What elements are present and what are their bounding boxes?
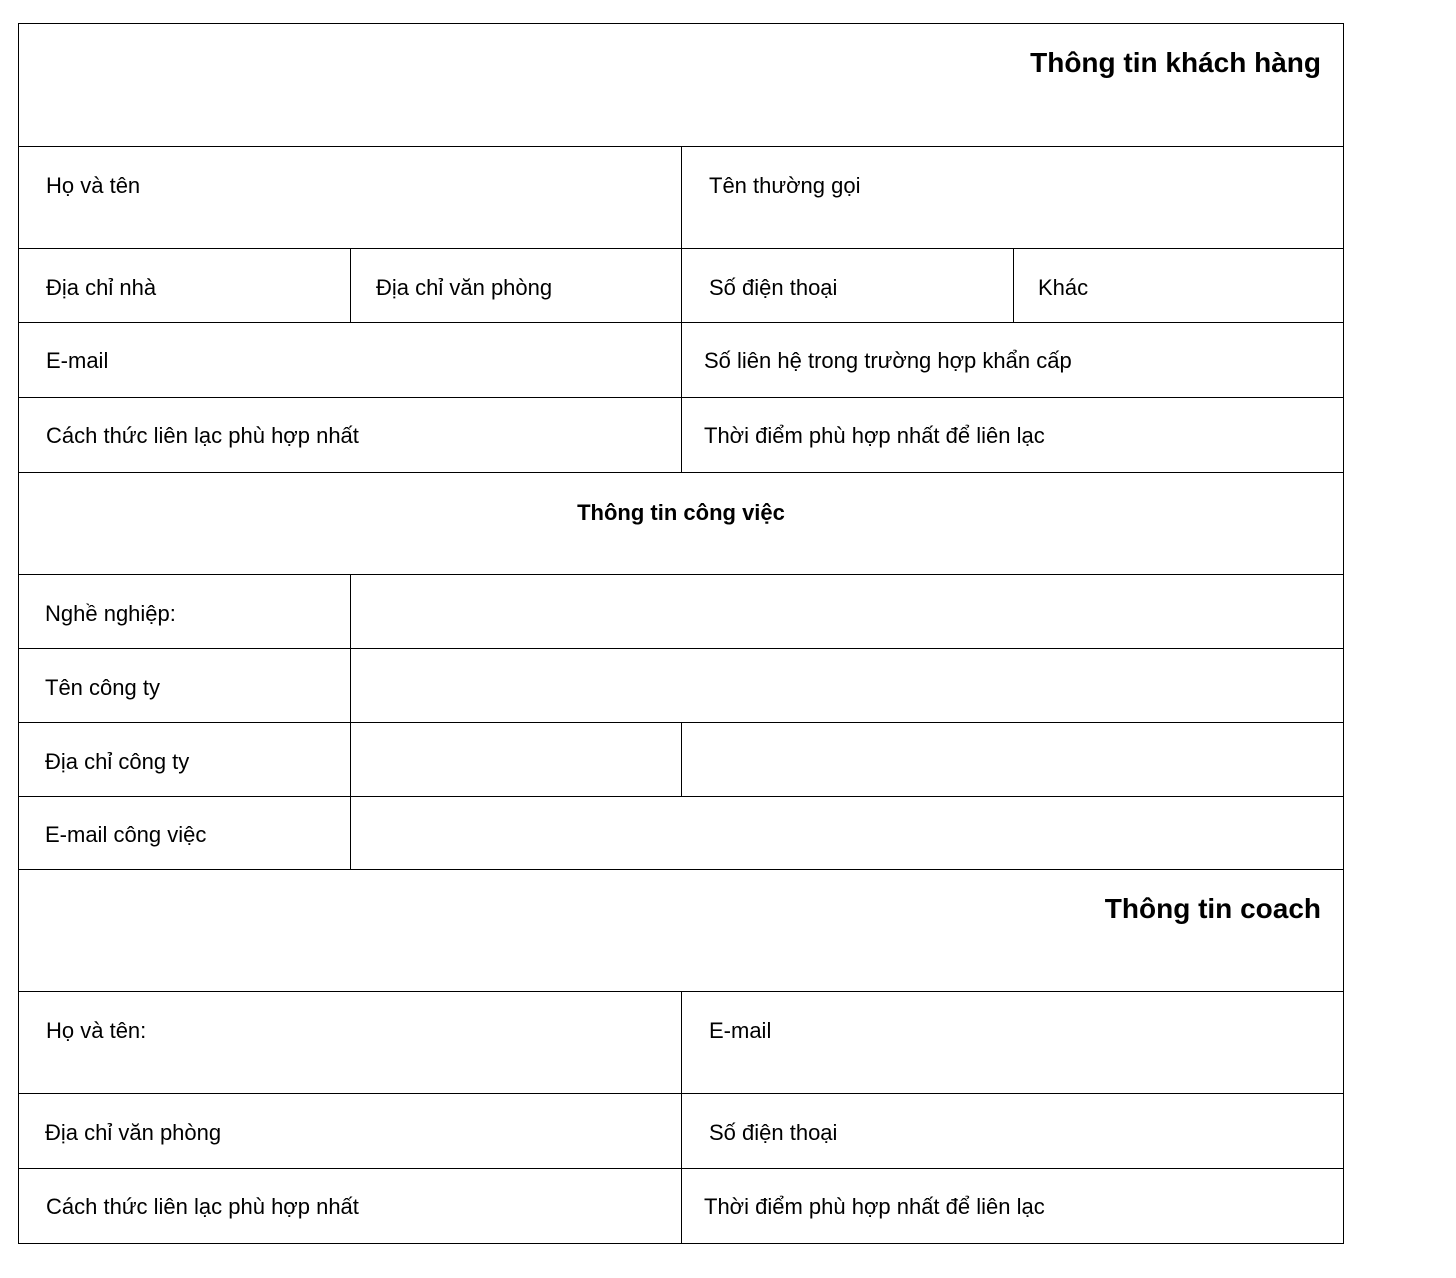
- customer-contact-method-cell[interactable]: [19, 398, 681, 472]
- customer-other-label: Khác: [1038, 275, 1089, 300]
- company-address-row: [19, 723, 1343, 797]
- coach-name-row: [19, 992, 1343, 1094]
- customer-full-name-label: Họ và tên: [46, 173, 141, 198]
- customer-email-cell[interactable]: [19, 323, 681, 397]
- company-address-label: Địa chỉ công ty: [45, 749, 190, 774]
- coach-contact-pref-row: [19, 1169, 1343, 1243]
- work-email-row: [19, 797, 1343, 870]
- customer-full-name-cell[interactable]: [19, 147, 681, 248]
- customer-phone-label: Số điện thoại: [709, 275, 838, 300]
- coach-section-title: Thông tin coach: [1104, 893, 1321, 924]
- coach-address-row: [19, 1094, 1343, 1169]
- coach-phone-label: Số điện thoại: [709, 1120, 838, 1145]
- coach-full-name-cell[interactable]: [19, 992, 681, 1093]
- client-info-form: [18, 23, 1344, 1244]
- customer-emergency-contact-label: Số liên hệ trong trường hợp khẩn cấp: [704, 348, 1072, 373]
- customer-email-label: E-mail: [46, 348, 109, 373]
- company-address-label-cell: [19, 723, 350, 796]
- coach-section-header: [19, 870, 1343, 992]
- coach-contact-time-label: Thời điểm phù hợp nhất để liên lạc: [704, 1194, 1045, 1219]
- company-name-label-cell: [19, 649, 350, 722]
- customer-other-cell[interactable]: [1013, 249, 1343, 322]
- work-email-label: E-mail công việc: [45, 822, 207, 847]
- coach-email-cell[interactable]: [681, 992, 1343, 1093]
- work-section-header: [19, 473, 1343, 575]
- coach-phone-cell[interactable]: [681, 1094, 1343, 1168]
- coach-email-label: E-mail: [709, 1018, 772, 1043]
- customer-name-row: [19, 147, 1343, 249]
- work-email-label-cell: [19, 797, 350, 869]
- customer-home-address-cell[interactable]: [19, 249, 350, 322]
- coach-office-address-cell[interactable]: [19, 1094, 681, 1168]
- customer-contact-pref-row: [19, 398, 1343, 473]
- customer-phone-cell[interactable]: [681, 249, 1013, 322]
- customer-section-header: [19, 24, 1343, 147]
- occupation-input-cell[interactable]: [350, 575, 1343, 648]
- customer-nickname-label: Tên thường gọi: [709, 173, 861, 198]
- company-name-label: Tên công ty: [45, 675, 160, 700]
- customer-contact-method-label: Cách thức liên lạc phù hợp nhất: [46, 423, 359, 448]
- customer-email-row: [19, 323, 1343, 398]
- company-name-row: [19, 649, 1343, 723]
- customer-office-address-cell[interactable]: [350, 249, 681, 322]
- customer-nickname-cell[interactable]: [681, 147, 1343, 248]
- work-email-input-cell[interactable]: [350, 797, 1343, 869]
- coach-full-name-label: Họ và tên:: [46, 1018, 147, 1043]
- company-address-input-cell-1[interactable]: [350, 723, 681, 796]
- customer-section-title: Thông tin khách hàng: [1030, 47, 1321, 78]
- work-section-title: Thông tin công việc: [577, 500, 785, 525]
- occupation-label-cell: [19, 575, 350, 648]
- company-address-input-cell-2[interactable]: [681, 723, 1343, 796]
- occupation-label: Nghề nghiệp:: [45, 601, 176, 626]
- customer-office-address-label: Địa chỉ văn phòng: [376, 275, 553, 300]
- coach-contact-time-cell[interactable]: [681, 1169, 1343, 1243]
- company-name-input-cell[interactable]: [350, 649, 1343, 722]
- customer-emergency-contact-cell[interactable]: [681, 323, 1343, 397]
- customer-address-row: [19, 249, 1343, 323]
- occupation-row: [19, 575, 1343, 649]
- coach-office-address-label: Địa chỉ văn phòng: [45, 1120, 222, 1145]
- customer-home-address-label: Địa chỉ nhà: [46, 275, 157, 300]
- coach-contact-method-label: Cách thức liên lạc phù hợp nhất: [46, 1194, 359, 1219]
- customer-contact-time-label: Thời điểm phù hợp nhất để liên lạc: [704, 423, 1045, 448]
- coach-contact-method-cell[interactable]: [19, 1169, 681, 1243]
- customer-contact-time-cell[interactable]: [681, 398, 1343, 472]
